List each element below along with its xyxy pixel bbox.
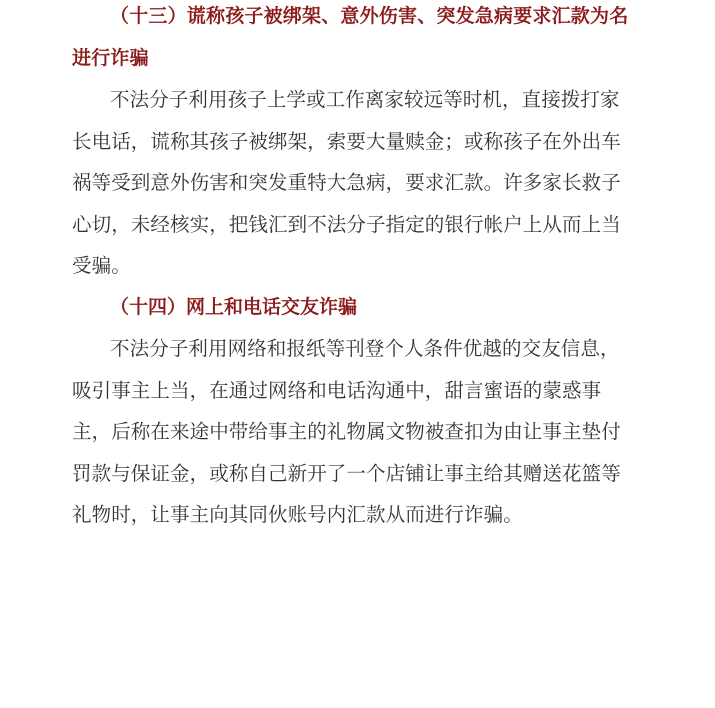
section-14-heading: （十四）网上和电话交友诈骗 bbox=[110, 295, 358, 318]
document bbox=[72, 0, 632, 536]
section-13-heading: （十三）谎称孩子被绑架、意外伤害、突发急病要求汇款为名进行诈骗 bbox=[72, 5, 629, 69]
section-14-body: 不法分子利用网络和报纸等刊登个人条件优越的交友信息，吸引事主上当，在通过网络和电话沟通中，甜言蜜语的蒙惑事主，后称在来途中带给事主的礼物属文物被查扣为由让事主垫付罚款与保证金，或称自己新开了一个店铺让事主给其赠送花篮等礼物时，让事主向其同伙账号内汇款从而进行诈骗。 bbox=[72, 337, 621, 526]
section-13-body: 不法分子利用孩子上学或工作离家较远等时机，直接拨打家长电话，谎称其孩子被绑架，索要大量赎金；或称孩子在外出车祸等受到意外伤害和突发重特大急病，要求汇款。许多家长救子心切，未经核实，把钱汇到不法分子指定的银行帐户上从而上当受骗。 bbox=[72, 88, 621, 277]
